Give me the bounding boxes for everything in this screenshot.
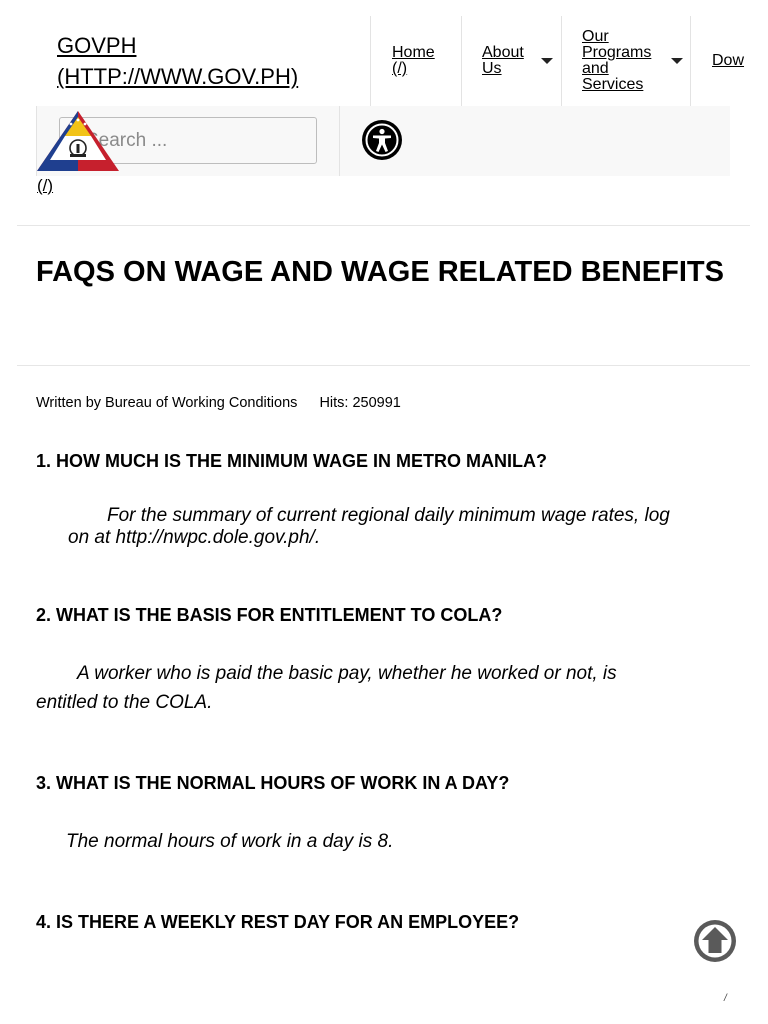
faq-question: 2. WHAT IS THE BASIS FOR ENTITLEMENT TO COLA? — [36, 605, 503, 625]
faq-answer: For the summary of current regional daily minimum wage rates, log — [107, 505, 670, 526]
nav-programs-line3: and — [582, 60, 609, 77]
arrow-up-circle-icon[interactable] — [693, 919, 737, 963]
home-root-link[interactable]: (/) — [37, 176, 54, 195]
faq-answer: A worker who is paid the basic pay, whether he worked or not, is — [77, 663, 617, 684]
nav-home-path: (/) — [392, 60, 408, 77]
nav-divider — [690, 16, 691, 106]
nav-item-downloads[interactable] — [712, 53, 744, 69]
faq-question: 1. HOW MUCH IS THE MINIMUM WAGE IN METRO MANILA? — [36, 451, 547, 471]
govph-link[interactable] — [57, 30, 298, 92]
accessibility-icon[interactable] — [361, 119, 403, 161]
divider — [17, 225, 750, 226]
dole-logo[interactable] — [36, 110, 120, 172]
hits-counter: Hits: 250991 — [319, 395, 401, 411]
faq-answer: The normal hours of work in a day is 8. — [66, 831, 394, 852]
chevron-down-icon[interactable] — [671, 58, 683, 64]
nav-programs-line2: Programs — [582, 44, 652, 61]
chevron-down-icon[interactable] — [541, 58, 553, 64]
nav-about-line1: About — [482, 44, 524, 61]
govph-label: GOVPH — [57, 33, 137, 58]
divider — [339, 106, 340, 176]
nav-item-programs[interactable] — [582, 29, 651, 93]
nav-divider — [461, 16, 462, 106]
nav-divider — [370, 16, 371, 106]
divider — [17, 365, 750, 366]
corner-mark: / — [724, 993, 727, 1004]
nav-programs-line4: Services — [582, 76, 644, 93]
nav-about-line2: Us — [482, 60, 502, 77]
faq-answer: entitled to the COLA. — [36, 692, 213, 713]
article-meta — [36, 395, 401, 411]
page-title: FAQS ON WAGE AND WAGE RELATED BENEFITS — [36, 256, 724, 288]
nav-programs-line1: Our — [582, 28, 609, 45]
faq-answer: on at http://nwpc.dole.gov.ph/. — [68, 527, 321, 548]
author-text: Written by Bureau of Working Conditions — [36, 395, 298, 411]
nav-home-label: Home — [392, 44, 435, 61]
faq-question: 4. IS THERE A WEEKLY REST DAY FOR AN EMPLOYEE? — [36, 912, 520, 932]
faq-question: 3. WHAT IS THE NORMAL HOURS OF WORK IN A DAY? — [36, 773, 510, 793]
nav-item-home[interactable] — [392, 45, 435, 77]
nav-downloads-label: Dow — [712, 52, 745, 69]
nav-divider — [561, 16, 562, 106]
nav-item-about-us[interactable] — [482, 45, 524, 77]
govph-url: (HTTP://WWW.GOV.PH) — [57, 64, 299, 89]
